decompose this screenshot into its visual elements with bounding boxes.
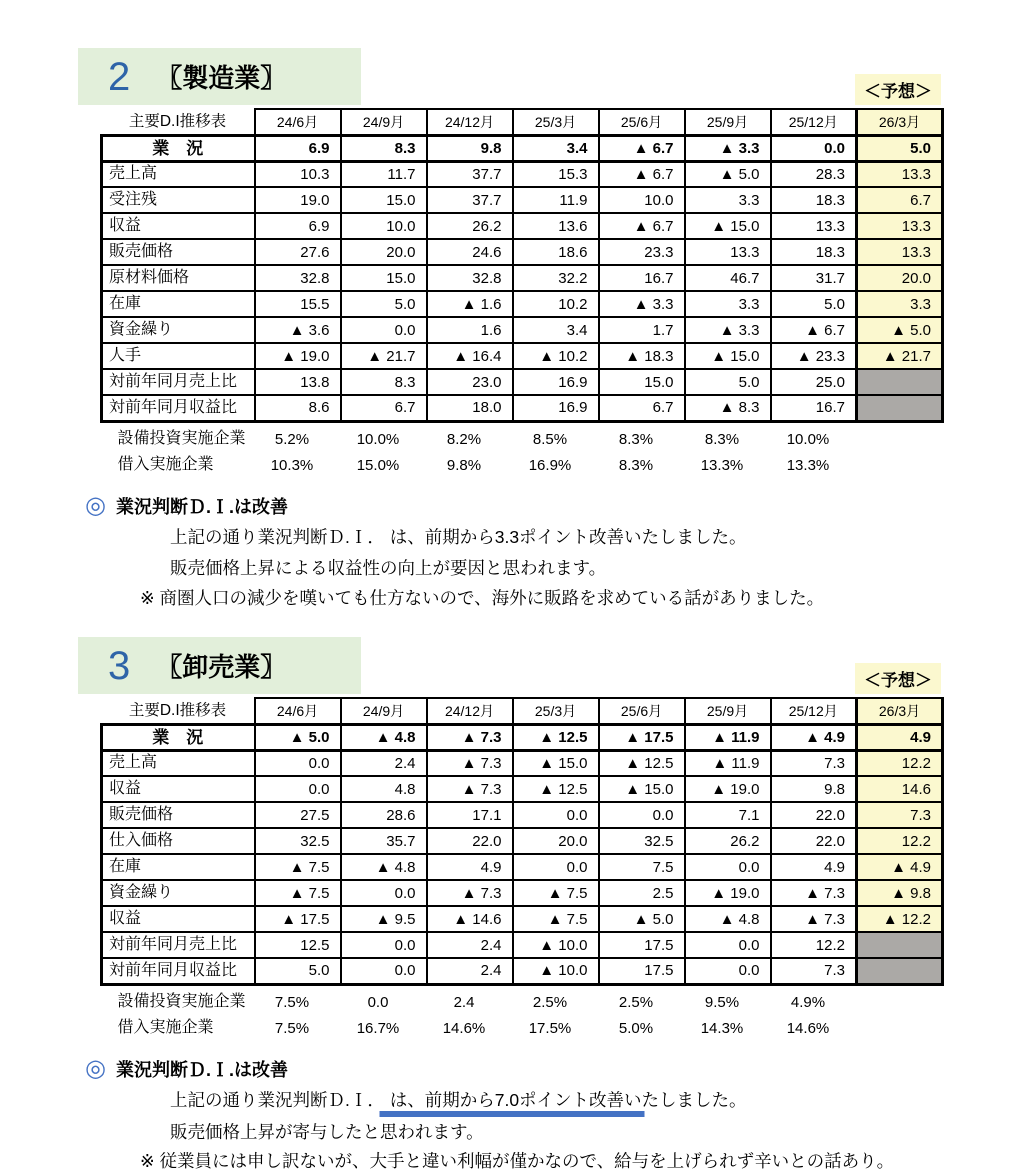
cell-value: 0.0 [341,958,427,984]
footer-cell-value: 8.2% [446,430,482,448]
table-row [102,291,943,317]
cell-value: ▲ 7.3 [427,750,513,776]
cell-value: ▲ 17.5 [255,906,341,932]
cell-value: 0.0 [685,958,771,984]
cell-value: 3.4 [513,317,599,343]
row-label: 対前年同月売上比 [102,369,255,395]
cell-value: ▲ 7.3 [427,880,513,906]
footer-row [102,452,943,478]
cell-value: 4.8 [341,776,427,802]
column-header: 25/12月 [771,109,857,135]
comment-block [85,493,1024,611]
table-row [102,802,943,828]
table-row [102,854,943,880]
footer-row [102,426,943,452]
footer-cell-value: 16.7% [356,1019,400,1037]
cell-value: 0.0 [599,802,685,828]
column-header: 26/3月 [857,698,943,724]
table-row [102,776,943,802]
comment-heading: 業況判断Ｄ.Ｉ.は改善 [115,1060,288,1081]
cell-value: 24.6 [427,239,513,265]
table-header-row [102,698,943,724]
cell-value: 2.4 [341,750,427,776]
cell-value: ▲ 6.7 [599,161,685,187]
section-band [78,637,361,694]
cell-value: 18.3 [771,239,857,265]
cell-value: 0.0 [341,932,427,958]
cell-value: 11.7 [341,161,427,187]
cell-value: 22.0 [771,828,857,854]
row-label: 収益 [102,776,255,802]
cell-value: 46.7 [685,265,771,291]
cell-value: ▲ 3.3 [599,291,685,317]
cell-value: 16.9 [513,395,599,421]
row-label: 在庫 [102,291,255,317]
double-circle-icon: ◎ [85,1055,106,1083]
cell-value: 17.5 [599,932,685,958]
cell-value [857,958,943,984]
cell-value: 15.0 [341,265,427,291]
column-header: 25/9月 [685,109,771,135]
cell-value: ▲ 10.2 [513,343,599,369]
footer-cell-value: 14.6% [786,1019,830,1037]
cell-value: 16.7 [599,265,685,291]
cell-value [857,932,943,958]
cell-value: ▲ 8.3 [685,395,771,421]
footer-cell-value [857,452,943,478]
row-label: 資金繰り [102,880,255,906]
cell-value: ▲ 15.0 [685,343,771,369]
cell-value: 12.5 [255,932,341,958]
summary-value: ▲ 17.5 [599,724,685,750]
footer-cell-value: 8.3% [618,456,654,474]
cell-value: 7.3 [771,750,857,776]
cell-value: ▲ 7.5 [513,906,599,932]
column-header: 25/6月 [599,109,685,135]
cell-value: 32.5 [255,828,341,854]
cell-value: ▲ 10.0 [513,932,599,958]
summary-value: ▲ 4.9 [771,724,857,750]
cell-value: 13.6 [513,213,599,239]
cell-value: 17.5 [599,958,685,984]
cell-value: 28.3 [771,161,857,187]
footer-cell-value: 9.5% [704,993,740,1011]
cell-value: 26.2 [427,213,513,239]
column-header: 24/12月 [427,109,513,135]
cell-value: 13.3 [685,239,771,265]
cell-value: 2.5 [599,880,685,906]
footer-cell-value: 17.5% [528,1019,572,1037]
cell-value: 0.0 [685,854,771,880]
footer-cell-value: 4.9% [790,993,826,1011]
cell-value: 6.7 [341,395,427,421]
cell-value: ▲ 3.3 [685,317,771,343]
cell-value: 15.0 [341,187,427,213]
cell-value: 37.7 [427,161,513,187]
footer-cell-value: 9.8% [446,456,482,474]
cell-value: 13.3 [857,239,943,265]
cell-value: 32.8 [255,265,341,291]
cell-value: 5.0 [255,958,341,984]
cell-value: 22.0 [427,828,513,854]
cell-value: ▲ 7.5 [513,880,599,906]
cell-value: ▲ 18.3 [599,343,685,369]
cell-value: ▲ 21.7 [341,343,427,369]
cell-value: ▲ 9.8 [857,880,943,906]
row-label: 売上高 [102,750,255,776]
cell-value: 2.4 [427,958,513,984]
table-row [102,317,943,343]
section-header [0,48,1024,105]
cell-value: 13.8 [255,369,341,395]
section-title: 〖製造業〗 [156,63,287,93]
cell-value: 10.3 [255,161,341,187]
row-label: 売上高 [102,161,255,187]
cell-value: 13.3 [771,213,857,239]
column-header: 25/3月 [513,109,599,135]
footer-row [102,1015,943,1041]
comment-heading-row [85,493,1024,519]
cell-value: ▲ 6.7 [599,213,685,239]
summary-value: 4.9 [857,724,943,750]
footer-cell-value: 14.3% [700,1019,744,1037]
cell-value: 8.6 [255,395,341,421]
row-label: 人手 [102,343,255,369]
cell-value: 19.0 [255,187,341,213]
forecast-label: ＜予想＞ [855,663,941,694]
column-header: 24/9月 [341,698,427,724]
footer-row-label: 借入実施企業 [117,1019,214,1037]
cell-value: 17.1 [427,802,513,828]
cell-value: 23.0 [427,369,513,395]
summary-value: 8.3 [341,135,427,161]
footer-cell-value: 13.3% [700,456,744,474]
footer-cell-value: 14.6% [442,1019,486,1037]
footer-cell-value: 16.9% [528,456,572,474]
cell-value: 12.2 [857,750,943,776]
cell-value: 0.0 [255,776,341,802]
column-header: 24/12月 [427,698,513,724]
footer-cell-value: 8.3% [704,430,740,448]
cell-value: 27.6 [255,239,341,265]
cell-value: ▲ 5.0 [599,906,685,932]
cell-value: 2.4 [427,932,513,958]
di-table-manufacturing [100,108,944,478]
footer-cell-value: 0.0 [367,993,389,1011]
table-row [102,239,943,265]
table-row [102,906,943,932]
footer-cell-value: 2.4 [453,993,475,1011]
cell-value: 23.3 [599,239,685,265]
cell-value: 7.3 [857,802,943,828]
table-row [102,213,943,239]
cell-value: 12.2 [771,932,857,958]
section-wholesale [0,637,1024,1174]
comment-heading: 業況判断Ｄ.Ｉ.は改善 [115,497,288,517]
table-row [102,958,943,984]
summary-value: 5.0 [857,135,943,161]
footer-cell-value: 15.0% [356,456,400,474]
row-label: 対前年同月収益比 [102,395,255,421]
footer-cell-value: 5.0% [618,1019,654,1037]
row-label: 業 況 [102,135,255,161]
cell-value: ▲ 7.5 [255,880,341,906]
cell-value [857,395,943,421]
table-corner-label: 主要D.I推移表 [128,112,227,130]
row-label: 収益 [102,906,255,932]
cell-value: ▲ 7.5 [255,854,341,880]
row-label: 業 況 [102,724,255,750]
cell-value: 5.0 [771,291,857,317]
cell-value: 11.9 [513,187,599,213]
footer-cell-value: 7.5% [274,1019,310,1037]
cell-value: 32.2 [513,265,599,291]
footer-cell-value: 2.5% [618,993,654,1011]
cell-value: ▲ 5.0 [685,161,771,187]
footer-row-label: 設備投資実施企業 [117,430,246,447]
cell-value: 18.0 [427,395,513,421]
comment-heading-row [85,1056,1024,1082]
comment-line: 上記の通り業況判断Ｄ.Ｉ． は、前期から7.0ポイント改善いたしました。 [170,1090,747,1111]
summary-value: ▲ 4.8 [341,724,427,750]
cell-value: 15.3 [513,161,599,187]
cell-value: 0.0 [685,932,771,958]
row-label: 販売価格 [102,802,255,828]
cell-value: ▲ 19.0 [685,880,771,906]
row-label: 対前年同月収益比 [102,958,255,984]
footer-cell-value [857,989,943,1015]
cell-value: 10.0 [341,213,427,239]
row-label: 対前年同月売上比 [102,932,255,958]
footer-cell-value: 10.3% [270,456,314,474]
summary-value: ▲ 6.7 [599,135,685,161]
cell-value: ▲ 12.5 [599,750,685,776]
cell-value: 8.3 [341,369,427,395]
cell-value: 1.6 [427,317,513,343]
cell-value: 20.0 [857,265,943,291]
cell-value: ▲ 16.4 [427,343,513,369]
double-circle-icon: ◎ [85,492,106,519]
cell-value: ▲ 9.5 [341,906,427,932]
cell-value: ▲ 15.0 [513,750,599,776]
table-row [102,369,943,395]
summary-row [102,135,943,161]
row-label: 仕入価格 [102,828,255,854]
row-label: 在庫 [102,854,255,880]
cell-value: 0.0 [513,854,599,880]
summary-value: ▲ 5.0 [255,724,341,750]
row-label: 原材料価格 [102,265,255,291]
bottom-accent-bar [380,1111,645,1117]
cell-value: ▲ 23.3 [771,343,857,369]
cell-value: 7.5 [599,854,685,880]
table-row [102,187,943,213]
column-header: 25/12月 [771,698,857,724]
footer-cell-value: 2.5% [532,993,568,1011]
section-band [78,48,361,105]
summary-value: 9.8 [427,135,513,161]
column-header: 25/6月 [599,698,685,724]
cell-value: 28.6 [341,802,427,828]
cell-value: ▲ 1.6 [427,291,513,317]
cell-value [857,369,943,395]
cell-value: 16.7 [771,395,857,421]
cell-value: 4.9 [771,854,857,880]
footer-cell-value: 10.0% [786,430,830,448]
cell-value: 15.0 [599,369,685,395]
cell-value: ▲ 4.8 [685,906,771,932]
table-row [102,828,943,854]
column-header: 25/3月 [513,698,599,724]
column-header: 25/9月 [685,698,771,724]
cell-value: 0.0 [513,802,599,828]
column-header: 24/6月 [255,109,341,135]
section-title: 〖卸売業〗 [156,652,287,683]
section-header [0,637,1024,694]
footer-cell-value [857,426,943,452]
cell-value: ▲ 19.0 [255,343,341,369]
cell-value: 7.1 [685,802,771,828]
cell-value: 14.6 [857,776,943,802]
cell-value: 6.7 [599,395,685,421]
cell-value: ▲ 14.6 [427,906,513,932]
cell-value: 31.7 [771,265,857,291]
section-number: 3 [108,643,131,688]
cell-value: ▲ 7.3 [427,776,513,802]
cell-value: 13.3 [857,161,943,187]
cell-value: 10.0 [599,187,685,213]
cell-value: ▲ 12.5 [513,776,599,802]
cell-value: 16.9 [513,369,599,395]
comment-line: 上記の通り業況判断Ｄ.Ｉ． は、前期から3.3ポイント改善いたしました。 [170,527,747,547]
summary-row [102,724,943,750]
footer-cell-value: 10.0% [356,430,400,448]
cell-value: ▲ 21.7 [857,343,943,369]
table-row [102,750,943,776]
cell-value: 0.0 [255,750,341,776]
cell-value: 32.5 [599,828,685,854]
footer-cell-value: 13.3% [786,456,830,474]
footer-cell-value: 8.3% [618,430,654,448]
cell-value: 10.2 [513,291,599,317]
cell-value: ▲ 11.9 [685,750,771,776]
cell-value: 27.5 [255,802,341,828]
cell-value: 5.0 [341,291,427,317]
cell-value: ▲ 6.7 [771,317,857,343]
table-row [102,161,943,187]
cell-value: ▲ 10.0 [513,958,599,984]
row-label: 収益 [102,213,255,239]
summary-value: 6.9 [255,135,341,161]
comment-line: 販売価格上昇が寄与したと思われます。 [170,1121,484,1142]
cell-value: 32.8 [427,265,513,291]
row-label: 資金繰り [102,317,255,343]
table-row [102,395,943,421]
cell-value: 1.7 [599,317,685,343]
cell-value: ▲ 15.0 [685,213,771,239]
cell-value: ▲ 4.9 [857,854,943,880]
cell-value: 0.0 [341,317,427,343]
summary-value: 3.4 [513,135,599,161]
cell-value: ▲ 15.0 [599,776,685,802]
cell-value: 4.9 [427,854,513,880]
cell-value: ▲ 7.3 [771,880,857,906]
comment-line: 販売価格上昇による収益性の向上が要因と思われます。 [170,558,607,579]
row-label: 販売価格 [102,239,255,265]
cell-value: ▲ 12.2 [857,906,943,932]
footer-cell-value: 8.5% [532,430,568,448]
cell-value: 3.3 [857,291,943,317]
footer-cell-value: 5.2% [274,430,310,448]
cell-value: 3.3 [685,187,771,213]
table-row [102,343,943,369]
comment-note: ※ 従業員には申し訳ないが、大手と違い利幅が僅かなので、給与を上げられず辛いとの話あり。 [140,1150,895,1171]
cell-value: 3.3 [685,291,771,317]
footer-cell-value [857,1015,943,1041]
column-header: 24/9月 [341,109,427,135]
cell-value: ▲ 4.8 [341,854,427,880]
cell-value: 20.0 [341,239,427,265]
summary-value: ▲ 11.9 [685,724,771,750]
cell-value: 6.7 [857,187,943,213]
footer-row [102,989,943,1015]
footer-row-label: 設備投資実施企業 [117,993,246,1011]
section-number: 2 [108,54,131,99]
cell-value: ▲ 7.3 [771,906,857,932]
cell-value: 9.8 [771,776,857,802]
column-header: 24/6月 [255,698,341,724]
cell-value: 13.3 [857,213,943,239]
summary-value: ▲ 7.3 [427,724,513,750]
cell-value: 5.0 [685,369,771,395]
summary-value: 0.0 [771,135,857,161]
column-header: 26/3月 [857,109,943,135]
cell-value: 6.9 [255,213,341,239]
cell-value: 25.0 [771,369,857,395]
cell-value: 20.0 [513,828,599,854]
cell-value: ▲ 5.0 [857,317,943,343]
footer-row-label: 借入実施企業 [117,456,214,473]
cell-value: 0.0 [341,880,427,906]
table-row [102,880,943,906]
summary-value: ▲ 3.3 [685,135,771,161]
table-row [102,265,943,291]
summary-value: ▲ 12.5 [513,724,599,750]
di-table-wholesale [100,697,944,1041]
cell-value: 12.2 [857,828,943,854]
table-header-row [102,109,943,135]
cell-value: 15.5 [255,291,341,317]
footer-cell-value: 7.5% [274,993,310,1011]
cell-value: ▲ 3.6 [255,317,341,343]
cell-value: 26.2 [685,828,771,854]
cell-value: 18.6 [513,239,599,265]
cell-value: ▲ 19.0 [685,776,771,802]
row-label: 受注残 [102,187,255,213]
comment-note: ※ 商圏人口の減少を嘆いても仕方ないので、海外に販路を求めている話がありました。 [140,587,825,608]
table-row [102,932,943,958]
cell-value: 7.3 [771,958,857,984]
cell-value: 37.7 [427,187,513,213]
forecast-label: ＜予想＞ [855,74,941,105]
cell-value: 35.7 [341,828,427,854]
cell-value: 18.3 [771,187,857,213]
table-corner-label: 主要D.I推移表 [128,701,227,719]
cell-value: 22.0 [771,802,857,828]
